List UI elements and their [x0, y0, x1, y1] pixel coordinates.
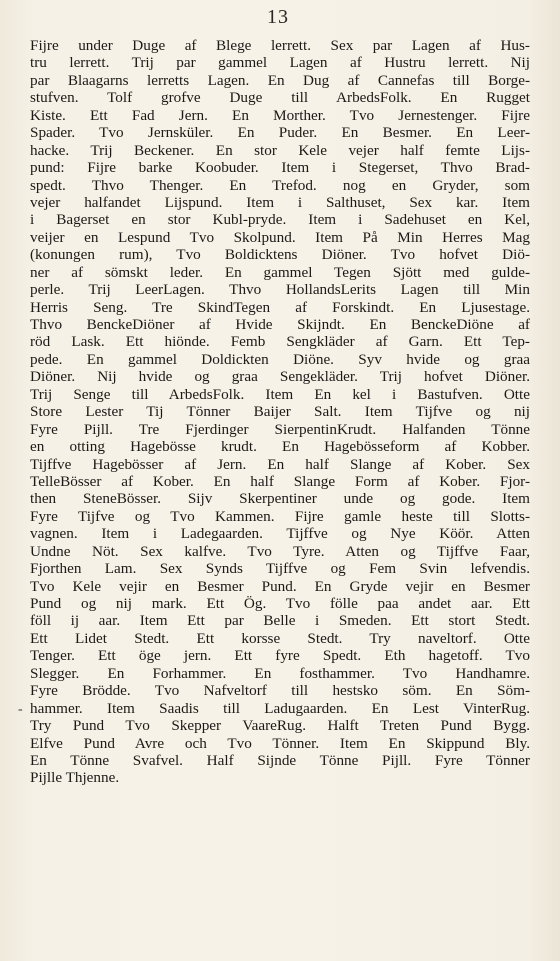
text-line: pund: Fijre barke Koobuder. Item i Stegerset, Thvo Brad-	[30, 159, 530, 177]
text-line: Spader. Tvo Jernsküler. En Puder. En Besmer. En Leer-	[30, 124, 530, 142]
text-line: Store Lester Tij Tönner Baijer Salt. Item Tijfve og nij	[30, 403, 530, 421]
text-line: pede. En gammel Doldickten Diöne. Syv hvide og graa	[30, 350, 530, 368]
text-line: hammer. Item Saadis till Ladugaarden. En Lest VinterRug.	[30, 699, 530, 717]
text-line: Try Pund Tvo Skepper VaareRug. Halft Treten Pund Bygg.	[30, 717, 530, 735]
text-line: Tvo Kele vejir en Besmer Pund. En Gryde vejir en Besmer	[30, 577, 530, 595]
text-line: Tenger. Ett öge jern. Ett fyre Spedt. Eth hagetoff. Tvo	[30, 647, 530, 665]
text-line: Slegger. En Forhammer. En fosthammer. Tvo Handhamre.	[30, 664, 530, 682]
text-line: ner af sömskt leder. En gammel Tegen Sjött med gulde-	[30, 263, 530, 281]
text-line: Herris Seng. Tre SkindTegen af Forskindt. En Ljusestage.	[30, 298, 530, 316]
text-line: Fjorthen Lam. Sex Synds Tijffve og Fem Svin lefvendis.	[30, 560, 530, 578]
text-line: Diöner. Nij hvide og graa Sengekläder. Trij hofvet Diöner.	[30, 368, 530, 386]
text-line: TelleBösser af Kober. En half Slange Form af Kober. Fjor-	[30, 472, 530, 490]
text-line: Ett Lidet Stedt. Ett korsse Stedt. Try naveltorf. Otte	[30, 629, 530, 647]
text-line: Elfve Pund Avre och Tvo Tönner. Item En Skippund Bly.	[30, 734, 530, 752]
text-line: spedt. Thvo Thenger. En Trefod. nog en Gryder, som	[30, 176, 530, 194]
text-line: föll ij aar. Item Ett par Belle i Smeden. Ett stort Stedt.	[30, 612, 530, 630]
text-line: Fyre Pijll. Tre Fjerdinger SierpentinKrudt. Halfanden Tönne	[30, 420, 530, 438]
text-line: Fijre under Duge af Blege lerrett. Sex par Lagen af Hus-	[30, 37, 530, 54]
text-line: Trij Senge till ArbedsFolk. Item En kel i Bastufven. Otte	[30, 385, 530, 403]
text-line: En Tönne Svafvel. Half Sijnde Tönne Pijll. Fyre Tönner	[30, 751, 530, 769]
text-line: röd Lask. Ett hiönde. Femb Sengkläder af Garn. Ett Tep-	[30, 333, 530, 351]
text-line: tru lerrett. Trij par gammel Lagen af Hustru lerrett. Nij	[30, 54, 530, 72]
text-line: par Blaagarns lerretts Lagen. En Dug af Cannefas till Borge-	[30, 71, 530, 89]
text-line: stufven. Tolf grofve Duge till ArbedsFolk. En Rugget	[30, 89, 530, 107]
text-line: Fyre Brödde. Tvo Nafveltorf till hestsko söm. En Söm-	[30, 682, 530, 700]
text-line: hacke. Trij Beckener. En stor Kele vejer half femte Lijs-	[30, 141, 530, 159]
text-line: veijer en Lespund Tvo Skolpund. Item På Min Herres Mag	[30, 228, 530, 246]
page-number: 13	[267, 6, 289, 28]
text-line: Tijffve Hagebösser af Jern. En half Slange af Kober. Sex	[30, 455, 530, 473]
text-line: then SteneBösser. Sijv Skerpentiner unde og gode. Item	[30, 490, 530, 508]
text-line: perle. Trij LeerLagen. Thvo HollandsLerits Lagen till Min	[30, 281, 530, 299]
text-line: i Bagerset en stor Kubl-pryde. Item i Sadehuset en Kel,	[30, 211, 530, 229]
text-line: Pijlle Thjenne.	[30, 769, 120, 787]
text-line: (konungen rum), Tvo Boldicktens Diöner. Tvo hofvet Diö-	[30, 246, 530, 264]
text-line: vagnen. Item i Ladegaarden. Tijffve og Nye Köör. Atten	[30, 525, 530, 543]
text-line: Thvo BenckeDiöner af Hvide Skijndt. En BenckeDiöne af	[30, 316, 530, 333]
text-line: en otting Hagebösse krudt. En Hagebösseform af Kobber.	[30, 438, 530, 456]
text-line: Undne Nöt. Sex kalfve. Tvo Tyre. Atten og Tijffve Faar,	[30, 542, 530, 560]
text-line: Fyre Tijfve og Tvo Kammen. Fijre gamle heste till Slotts-	[30, 507, 530, 525]
text-line: vejer halfandet Lijspund. Item i Salthuset, Sex kar. Item	[30, 193, 530, 211]
text-line: Kiste. Ett Fad Jern. En Morther. Tvo Jernestenger. Fijre	[30, 106, 530, 124]
margin-mark: -	[18, 702, 23, 717]
body-text	[30, 37, 530, 787]
text-line: Pund og nij mark. Ett Ög. Tvo fölle paa andet aar. Ett	[30, 595, 530, 612]
